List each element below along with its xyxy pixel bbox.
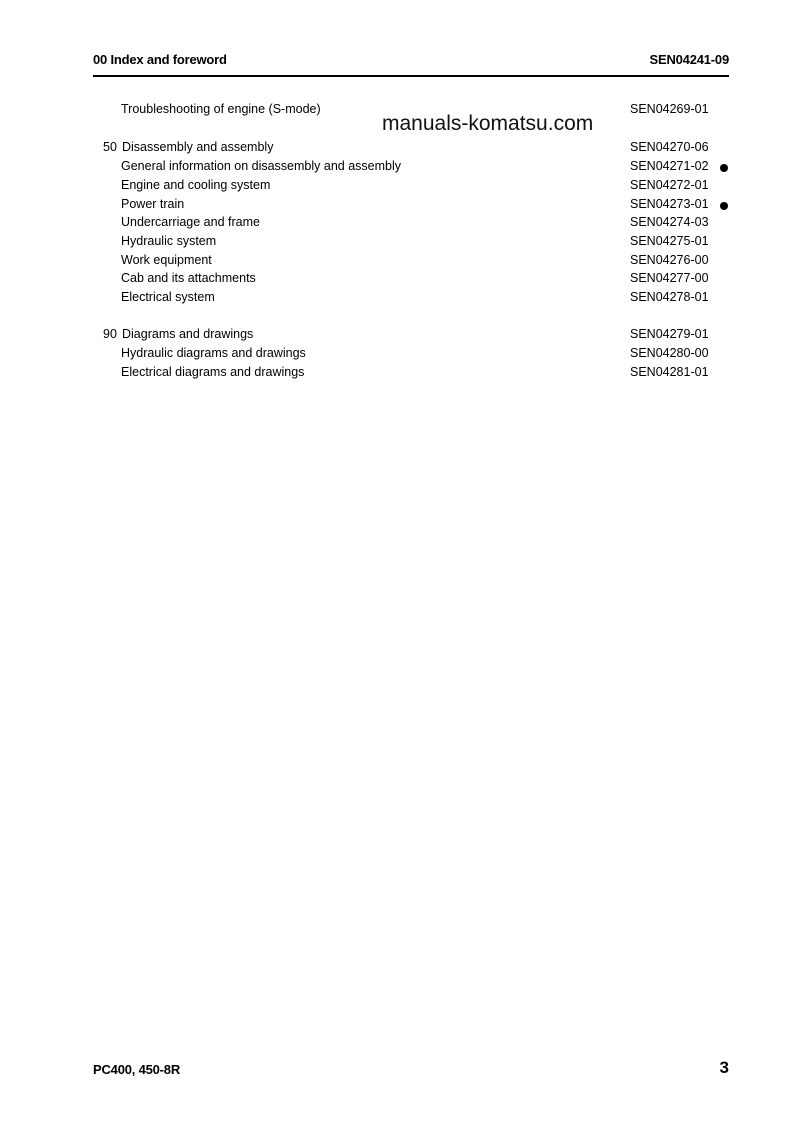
toc-title: Electrical system xyxy=(121,290,215,304)
toc-row xyxy=(0,327,794,345)
section-number: 50 xyxy=(103,140,117,154)
toc-row xyxy=(0,215,794,233)
section-number: 90 xyxy=(103,327,117,341)
toc-row xyxy=(0,102,794,120)
toc-title: Diagrams and drawings xyxy=(122,327,254,341)
page-number: 3 xyxy=(719,1058,729,1077)
toc-title: General information on disassembly and assembly xyxy=(121,159,401,173)
section-title: 00 Index and foreword xyxy=(93,52,227,67)
toc-title: Electrical diagrams and drawings xyxy=(121,365,305,379)
page-header xyxy=(93,52,729,70)
toc-row xyxy=(0,290,794,308)
toc-title: Power train xyxy=(121,197,185,211)
toc-row xyxy=(0,365,794,383)
toc-code: SEN04269-01 xyxy=(630,102,709,116)
toc-code: SEN04273-01 xyxy=(630,197,709,211)
toc-row xyxy=(0,178,794,196)
toc-code: SEN04277-00 xyxy=(630,271,709,285)
toc-title: Hydraulic diagrams and drawings xyxy=(121,346,306,360)
toc-row xyxy=(0,271,794,289)
toc-code: SEN04274-03 xyxy=(630,215,709,229)
toc-code: SEN04280-00 xyxy=(630,346,709,360)
toc-title: Undercarriage and frame xyxy=(121,215,260,229)
toc-title: Disassembly and assembly xyxy=(122,140,274,154)
revision-bullet-icon xyxy=(720,164,728,172)
toc-code: SEN04272-01 xyxy=(630,178,709,192)
toc-code: SEN04281-01 xyxy=(630,365,709,379)
toc-row xyxy=(0,253,794,271)
header-divider xyxy=(93,75,729,77)
toc-code: SEN04279-01 xyxy=(630,327,709,341)
toc-title: Work equipment xyxy=(121,253,212,267)
toc-row xyxy=(0,159,794,177)
toc-code: SEN04270-06 xyxy=(630,140,709,154)
toc-title: Hydraulic system xyxy=(121,234,217,248)
toc-code: SEN04275-01 xyxy=(630,234,709,248)
machine-model: PC400, 450-8R xyxy=(93,1062,181,1077)
toc-row xyxy=(0,234,794,252)
toc-code: SEN04271-02 xyxy=(630,159,709,173)
toc-code: SEN04278-01 xyxy=(630,290,709,304)
document-code: SEN04241-09 xyxy=(649,52,729,67)
toc-title: Engine and cooling system xyxy=(121,178,271,192)
toc-title: Cab and its attachments xyxy=(121,271,256,285)
watermark: manuals-komatsu.com xyxy=(382,112,594,135)
toc-row xyxy=(0,140,794,158)
toc-code: SEN04276-00 xyxy=(630,253,709,267)
toc-title: Troubleshooting of engine (S-mode) xyxy=(121,102,321,116)
toc-row xyxy=(0,197,794,215)
revision-bullet-icon xyxy=(720,202,728,210)
toc-row xyxy=(0,346,794,364)
